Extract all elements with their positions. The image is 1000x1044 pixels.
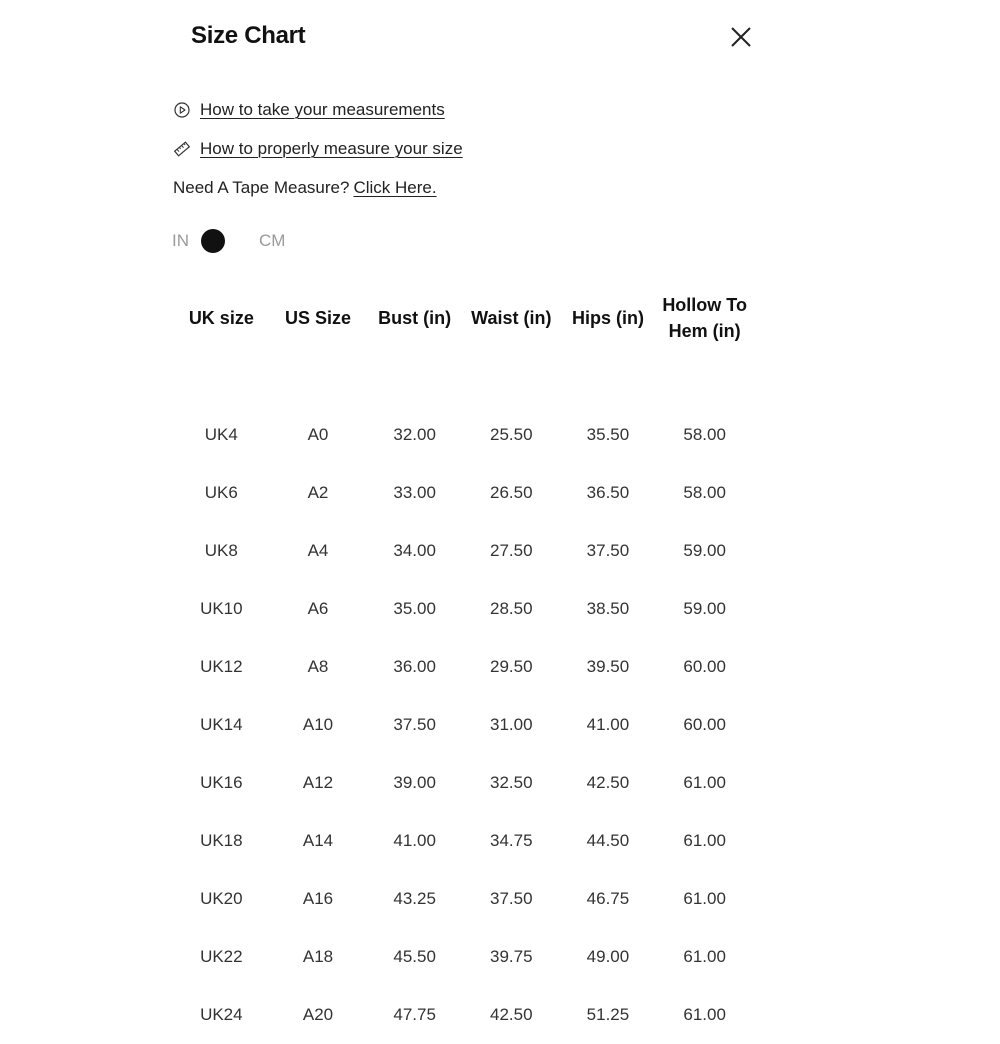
cell-hips: 41.00: [586, 715, 630, 734]
column-header-bust: Bust (in): [378, 308, 452, 328]
tape-measure-row: [173, 176, 437, 200]
cell-waist: 34.75: [490, 831, 533, 850]
table-row: [173, 928, 753, 986]
unit-toggle-knob[interactable]: [201, 229, 225, 253]
cell-us-size: A20: [302, 1005, 334, 1024]
table-row: [173, 870, 753, 928]
cell-bust: 39.00: [393, 773, 436, 792]
cell-waist: 39.75: [490, 947, 533, 966]
cell-waist: 37.50: [490, 889, 533, 908]
table-body: [173, 348, 753, 1044]
table-spacer: [173, 348, 753, 406]
cell-hips: 46.75: [586, 889, 630, 908]
cell-bust: 47.75: [393, 1005, 436, 1024]
table-row: [173, 580, 753, 638]
cell-uk-size: UK24: [200, 1005, 243, 1024]
size-table: [173, 288, 753, 1044]
cell-waist: 25.50: [490, 425, 533, 444]
column-header-hollow-to-hem: Hollow To Hem (in): [662, 295, 747, 341]
cell-hips: 51.25: [586, 1005, 630, 1024]
table-row: [173, 812, 753, 870]
cell-hollow-to-hem: 59.00: [683, 599, 726, 618]
play-circle-icon: [173, 101, 191, 119]
cell-bust: 37.50: [393, 715, 436, 734]
cell-us-size: A8: [307, 657, 329, 676]
cell-bust: 35.00: [393, 599, 436, 618]
table-row: [173, 986, 753, 1044]
cell-uk-size: UK16: [200, 773, 243, 792]
cell-hips: 44.50: [586, 831, 630, 850]
cell-hollow-to-hem: 61.00: [683, 947, 726, 966]
table-header-row: [173, 288, 753, 348]
cell-uk-size: UK22: [200, 947, 243, 966]
cell-us-size: A14: [302, 831, 334, 850]
cell-us-size: A6: [307, 599, 329, 618]
cell-waist: 31.00: [490, 715, 533, 734]
cell-bust: 43.25: [393, 889, 436, 908]
cell-waist: 28.50: [490, 599, 533, 618]
measurements-link-row[interactable]: [173, 98, 445, 122]
cell-us-size: A2: [307, 483, 329, 502]
cell-hollow-to-hem: 61.00: [683, 773, 726, 792]
column-header-us-size: US Size: [284, 308, 351, 328]
cell-uk-size: UK14: [200, 715, 243, 734]
table-row: [173, 696, 753, 754]
cell-uk-size: UK12: [200, 657, 243, 676]
table-row: [173, 754, 753, 812]
close-icon[interactable]: [726, 22, 756, 52]
cell-hollow-to-hem: 60.00: [683, 715, 726, 734]
cell-hips: 35.50: [586, 425, 630, 444]
column-header-waist: Waist (in): [471, 308, 552, 328]
tape-measure-link[interactable]: Click Here.: [353, 178, 437, 197]
cell-bust: 32.00: [393, 425, 436, 444]
unit-cm-label[interactable]: CM: [259, 231, 286, 250]
page-title: Size Chart: [191, 22, 306, 49]
cell-us-size: A4: [307, 541, 329, 560]
table-row: [173, 464, 753, 522]
cell-uk-size: UK8: [204, 541, 238, 560]
cell-waist: 29.50: [490, 657, 533, 676]
cell-bust: 41.00: [393, 831, 436, 850]
ruler-icon: [173, 140, 191, 158]
cell-bust: 36.00: [393, 657, 436, 676]
how-to-properly-measure-link[interactable]: How to properly measure your size: [200, 139, 463, 158]
cell-hips: 49.00: [586, 947, 630, 966]
cell-hollow-to-hem: 61.00: [683, 889, 726, 908]
cell-hips: 36.50: [586, 483, 630, 502]
cell-hollow-to-hem: 59.00: [683, 541, 726, 560]
cell-uk-size: UK20: [200, 889, 243, 908]
unit-in-label[interactable]: IN: [172, 231, 189, 250]
cell-hips: 38.50: [586, 599, 630, 618]
column-header-hips: Hips (in): [571, 308, 644, 328]
table-row: [173, 522, 753, 580]
cell-hollow-to-hem: 61.00: [683, 1005, 726, 1024]
cell-us-size: A18: [302, 947, 334, 966]
column-header-uk-size: UK size: [188, 308, 254, 328]
cell-uk-size: UK18: [200, 831, 243, 850]
cell-us-size: A0: [307, 425, 329, 444]
cell-bust: 34.00: [393, 541, 436, 560]
cell-hips: 37.50: [586, 541, 630, 560]
cell-waist: 42.50: [490, 1005, 533, 1024]
cell-hollow-to-hem: 58.00: [683, 483, 726, 502]
cell-waist: 32.50: [490, 773, 533, 792]
table-row: [173, 638, 753, 696]
cell-hips: 39.50: [586, 657, 630, 676]
cell-bust: 45.50: [393, 947, 436, 966]
cell-uk-size: UK4: [204, 425, 238, 444]
cell-us-size: A10: [302, 715, 334, 734]
close-button[interactable]: [726, 22, 756, 52]
cell-us-size: A12: [302, 773, 334, 792]
cell-waist: 27.50: [490, 541, 533, 560]
table-row: [173, 406, 753, 464]
cell-uk-size: UK10: [200, 599, 243, 618]
cell-hollow-to-hem: 58.00: [683, 425, 726, 444]
cell-uk-size: UK6: [204, 483, 238, 502]
cell-hollow-to-hem: 60.00: [683, 657, 726, 676]
cell-hollow-to-hem: 61.00: [683, 831, 726, 850]
tape-measure-text: Need A Tape Measure?: [173, 178, 350, 197]
cell-hips: 42.50: [586, 773, 630, 792]
cell-waist: 26.50: [490, 483, 533, 502]
how-to-take-measurements-link[interactable]: How to take your measurements: [200, 100, 445, 119]
unit-toggle[interactable]: [172, 228, 285, 254]
properly-measure-link-row[interactable]: [173, 137, 463, 161]
cell-bust: 33.00: [393, 483, 436, 502]
cell-us-size: A16: [302, 889, 334, 908]
